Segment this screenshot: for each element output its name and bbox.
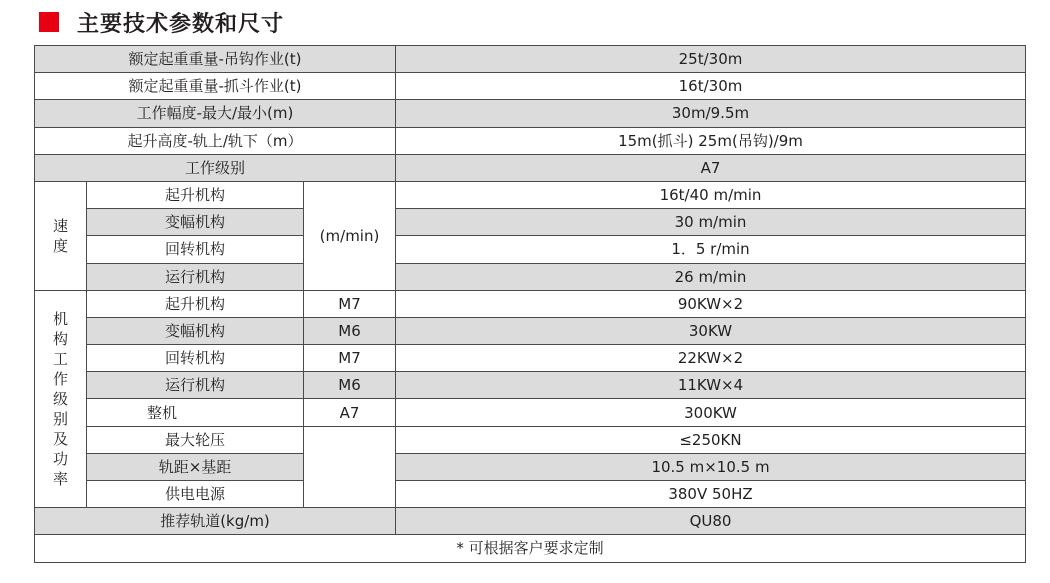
spec-row: [35, 46, 1026, 73]
section-title-text: 主要技术参数和尺寸: [77, 11, 285, 37]
row-grade: M7: [304, 345, 396, 372]
row-label: 工作级别: [35, 154, 396, 181]
row-label: 整机: [87, 399, 304, 426]
row-label: 运行机构: [87, 372, 304, 399]
row-label: 供电电源: [87, 481, 304, 508]
row-value: 15m(抓斗) 25m(吊钩)/9m: [396, 127, 1026, 154]
row-grade: M6: [304, 317, 396, 344]
row-value: ≤250KN: [396, 426, 1026, 453]
row-value: 380V 50HZ: [396, 481, 1026, 508]
row-value: 90KW×2: [396, 290, 1026, 317]
row-label: 轨距×基距: [87, 453, 304, 480]
row-value: 11KW×4: [396, 372, 1026, 399]
spec-row: [35, 508, 1026, 535]
row-value: 300KW: [396, 399, 1026, 426]
row-grade-empty: [304, 426, 396, 508]
spec-row: [35, 426, 1026, 453]
row-label: 额定起重重量-抓斗作业(t): [35, 73, 396, 100]
row-value: 30m/9.5m: [396, 100, 1026, 127]
row-label: 变幅机构: [87, 317, 304, 344]
row-value: 30 m/min: [396, 209, 1026, 236]
row-value: 10.5 m×10.5 m: [396, 453, 1026, 480]
row-label: 运行机构: [87, 263, 304, 290]
speed-group-text: 速 度: [52, 216, 68, 255]
speed-group-label: [35, 181, 87, 290]
spec-row: [35, 209, 1026, 236]
row-label: 起升机构: [87, 290, 304, 317]
row-value: 22KW×2: [396, 345, 1026, 372]
spec-table: [34, 45, 1026, 563]
spec-row: [35, 73, 1026, 100]
row-label: 起升高度-轨上/轨下（m）: [35, 127, 396, 154]
spec-row: [35, 399, 1026, 426]
row-grade: A7: [304, 399, 396, 426]
spec-row: [35, 317, 1026, 344]
spec-row: [35, 100, 1026, 127]
spec-row: [35, 181, 1026, 208]
row-label: 工作幅度-最大/最小(m): [35, 100, 396, 127]
spec-row: [35, 236, 1026, 263]
row-value: 16t/40 m/min: [396, 181, 1026, 208]
power-group-text: 机 构 工 作 级 别 及 功 率: [52, 309, 68, 488]
spec-row: [35, 372, 1026, 399]
row-value: QU80: [396, 508, 1026, 535]
speed-unit: (m/min): [304, 181, 396, 290]
spec-row: [35, 154, 1026, 181]
row-value: 25t/30m: [396, 46, 1026, 73]
row-label: 推荐轨道(kg/m): [35, 508, 396, 535]
footnote-row: [35, 535, 1026, 562]
row-value: 1．5 r/min: [396, 236, 1026, 263]
row-value: 26 m/min: [396, 263, 1026, 290]
row-label: 起升机构: [87, 181, 304, 208]
row-label: 回转机构: [87, 345, 304, 372]
row-grade: M6: [304, 372, 396, 399]
row-value: A7: [396, 154, 1026, 181]
row-value: 16t/30m: [396, 73, 1026, 100]
power-group-label: [35, 290, 87, 508]
red-square-icon: [39, 12, 59, 32]
row-label: 最大轮压: [87, 426, 304, 453]
row-label: 变幅机构: [87, 209, 304, 236]
spec-row: [35, 345, 1026, 372]
spec-row: [35, 127, 1026, 154]
spec-row: [35, 481, 1026, 508]
row-grade: M7: [304, 290, 396, 317]
section-title: [39, 8, 284, 36]
row-value: 30KW: [396, 317, 1026, 344]
spec-row: [35, 453, 1026, 480]
row-label: 回转机构: [87, 236, 304, 263]
spec-row: [35, 290, 1026, 317]
row-label: 额定起重重量-吊钩作业(t): [35, 46, 396, 73]
spec-row: [35, 263, 1026, 290]
footnote: * 可根据客户要求定制: [35, 535, 1026, 562]
